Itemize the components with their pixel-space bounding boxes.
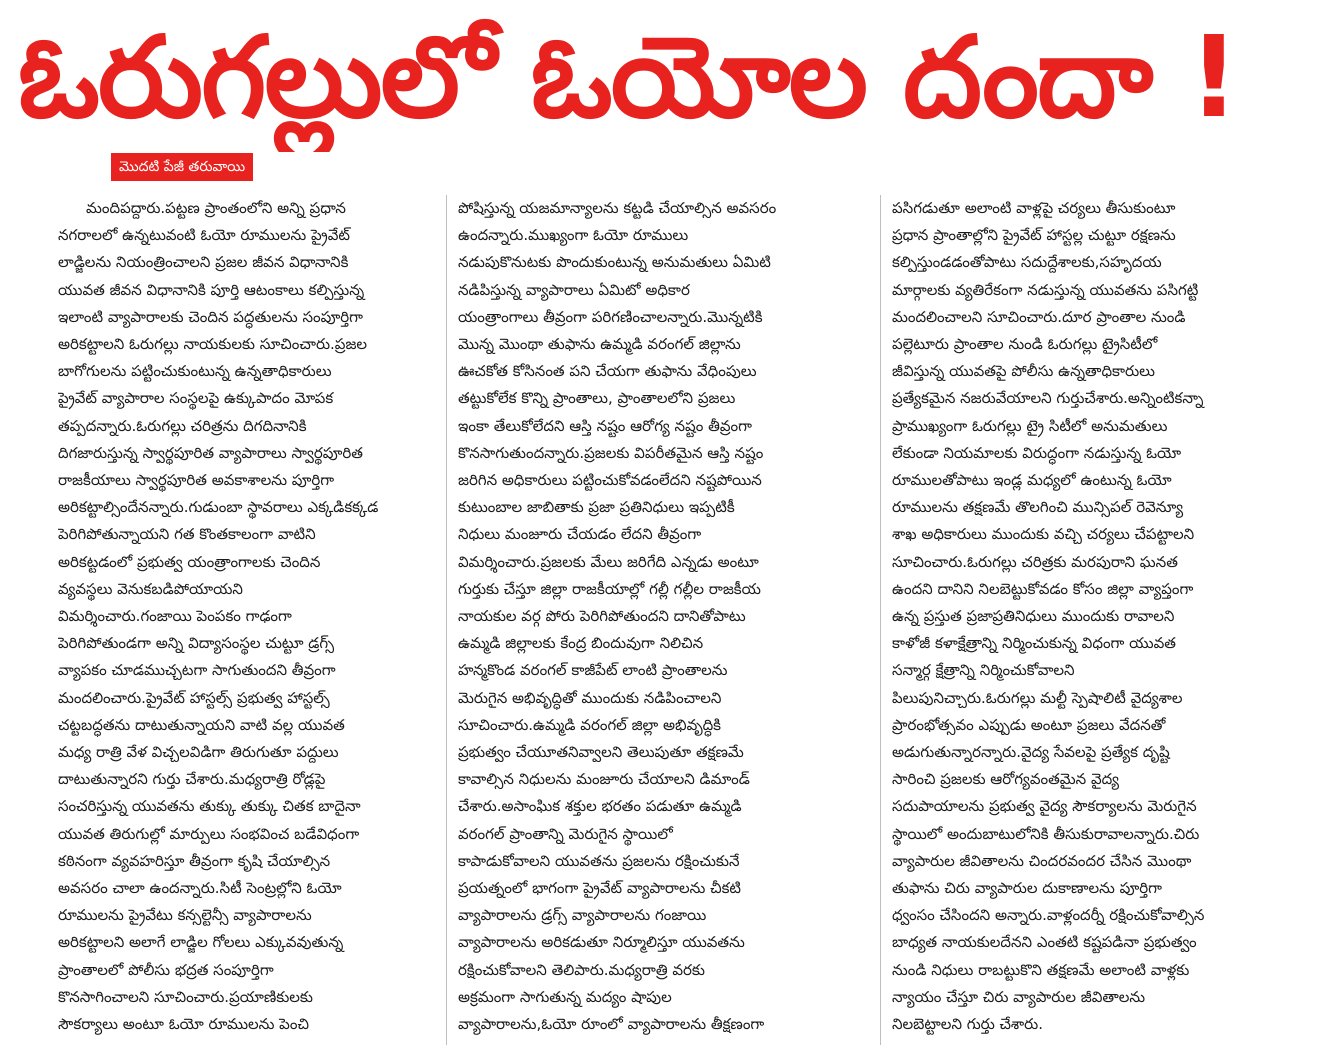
article-line: ప్రభుత్వం చేయూతనివ్వాలని తెలుపుతూ తక్షణమే bbox=[458, 743, 744, 762]
article-line: మందలించారు.ప్రైవేట్ హాస్టల్స్ ప్రభుత్వ హాస్టల్స్ bbox=[58, 688, 330, 707]
article-line: విమర్శించారు.గంజాయి పెంపకం గాఢంగా bbox=[58, 607, 292, 626]
article-line: ధ్వంసం చేసిందని అన్నారు.వాళ్లందర్నీ రక్షించుకోవాల్సిన bbox=[892, 906, 1205, 925]
article-line: హన్మకొండ వరంగల్ కాజీపేట్ లాంటి ప్రాంతాలను bbox=[458, 661, 728, 680]
article-line: ప్రారంభోత్సవం ఎప్పుడు అంటూ ప్రజలు వేదనతో bbox=[892, 715, 1166, 734]
article-line: ప్రాంతాలలో పోలీసు భద్రత సంపూర్తిగా bbox=[58, 960, 274, 979]
article-line: న్యాయం చేస్తూ చిరు వ్యాపారుల జీవితాలను bbox=[892, 987, 1146, 1006]
article-line: తుఫాను చిరు వ్యాపారుల దుకాణాలను పూర్తిగా bbox=[892, 879, 1162, 898]
article-line: గుర్తుకు చేస్తూ జిల్లా రాజకీయాల్లో గల్లీ గల్లీల రాజకీయ bbox=[458, 579, 761, 598]
article-line: పెరిగిపోతుండగా అన్ని విద్యాసంస్థల చుట్టూ డ్రగ్స్ bbox=[58, 634, 335, 653]
article-line: మందిపద్దారు.పట్టణ ప్రాంతంలోని అన్ని ప్రధాన bbox=[86, 199, 346, 217]
article-line: వ్యాపారాలను అరికడుతూ నిర్మూలిస్తూ యువతను bbox=[458, 933, 745, 952]
article-column-3 bbox=[892, 195, 1304, 1045]
article-line: కుటుంబాల జాబితాకు ప్రజా ప్రతినిధులు ఇప్పటికీ bbox=[458, 498, 735, 517]
article-line: బాధ్యత నాయకులదేనని ఎంతటి కష్టపడినా ప్రభుత్వం bbox=[892, 933, 1197, 952]
article-line: ఇలాంటి వ్యాపారాలకు చెందిన పద్ధతులను సంపూర్తిగా bbox=[58, 307, 363, 326]
article-line: నిధులు మంజూరు చేయడం లేదని తీవ్రంగా bbox=[458, 525, 702, 544]
article-line: మెరుగైన అభివృద్ధితో ముందుకు నడిపించాలని bbox=[458, 688, 722, 707]
headline: ఓరుగల్లులో ఓయోల దందా ! bbox=[18, 13, 1238, 143]
article-line: యంత్రాంగాలు తీవ్రంగా పరిగణించాలన్నారు.మొన్నటికి bbox=[458, 307, 763, 326]
article-line: కాళోజీ కళాక్షేత్రాన్ని నిర్మించుకున్న విధంగా యువత bbox=[892, 634, 1176, 653]
article-line: నడిపిస్తున్న వ్యాపారాలు ఏమిటో అధికార bbox=[458, 280, 690, 299]
article-line: మందలించాలని సూచించారు.దూర ప్రాంతాల నుండి bbox=[892, 307, 1186, 326]
article-line: నడుపుకొనుటకు పొందుకుంటున్న అనుమతులు ఏమిటి bbox=[458, 253, 771, 272]
article-line: తప్పదన్నారు.ఓరుగల్లు చరిత్రను దిగదినానికి bbox=[58, 416, 307, 435]
article-line: వ్యాపారాలను డ్రగ్స్ వ్యాపారాలను గంజాయి bbox=[458, 906, 707, 925]
article-line: రక్షించుకోవాలని తెలిపారు.మధ్యరాత్రి వరకు bbox=[458, 960, 705, 979]
article-column-2 bbox=[458, 195, 870, 1045]
article-line: ప్రైవేట్ వ్యాపారాల సంస్థలపై ఉక్కుపాదం మోపక bbox=[58, 389, 334, 408]
article-line: దాటుతున్నారని గుర్తు చేశారు.మధ్యరాత్రి రోడ్లపై bbox=[58, 770, 326, 789]
article-line: అరికట్టడంలో ప్రభుత్వ యంత్రాంగాలకు చెందిన bbox=[58, 552, 321, 571]
article-line: చేశారు.అసాంఘిక శక్తుల భరతం పడుతూ ఉమ్మడి bbox=[458, 797, 742, 816]
article-line: ఉందన్నారు.ముఖ్యంగా ఓయో రూములు bbox=[458, 226, 689, 245]
article-line: ప్రయత్నంలో భాగంగా ప్రైవేట్ వ్యాపారాలను చీకటి bbox=[458, 879, 741, 898]
article-line: విమర్శించారు.ప్రజలకు మేలు జరిగేది ఎన్నడు అంటూ bbox=[458, 552, 759, 571]
article-line: అరికట్టాలని అలాగే లాడ్జిల గోలలు ఎక్కువవుతున్న bbox=[58, 933, 344, 952]
article-line: మార్గాలకు వ్యతిరేకంగా నడుస్తున్న యువతను పసిగట్టి bbox=[892, 280, 1199, 299]
article-line: ఉన్న ప్రస్తుత ప్రజాప్రతినిధులు ముందుకు రావాలని bbox=[892, 607, 1175, 626]
article-line: రూములను తక్షణమే తొలగించి మున్సిపల్ రెవెన్యూ bbox=[892, 498, 1184, 517]
article-line: లాడ్జిలను నియంత్రించాలని ప్రజల జీవన విధానానికి bbox=[58, 253, 349, 272]
article-line: సూచించారు.ఉమ్మడి వరంగల్ జిల్లా అభివృద్ధికి bbox=[458, 715, 722, 734]
article-line: అడుగుతున్నారన్నారు.వైద్య సేవలపై ప్రత్యేక దృష్టి bbox=[892, 743, 1170, 762]
article-line: బాగోగులను పట్టించుకుంటున్న ఉన్నతాధికారులు bbox=[58, 362, 332, 381]
article-line: నుండి నిధులు రాబట్టుకొని తక్షణమే అలాంటి వాళ్లకు bbox=[892, 960, 1190, 979]
article-line: సదుపాయాలను ప్రభుత్వ వైద్య సౌకర్యాలను మెరుగైన bbox=[892, 797, 1197, 816]
article-line: అవసరం చాలా ఉందన్నారు.సిటీ సెంట్రల్లోని ఓయో bbox=[58, 879, 342, 898]
article-line: ప్రత్యేకమైన నజరువేయాలని గుర్తుచేశారు.అన్నింటికన్నా bbox=[892, 389, 1204, 408]
article-line: నిలబెట్టాలని గుర్తు చేశారు. bbox=[892, 1015, 1044, 1034]
article-line: ఇంకా తేలుకోలేదని ఆస్తి నష్టం ఆరోగ్య నష్టం తీవ్రంగా bbox=[458, 416, 752, 435]
article-line: అక్రమంగా సాగుతున్న మద్యం షాపుల bbox=[458, 987, 672, 1006]
article-line: కల్పిస్తుండడంతోపాటు సదుద్దేశాలకు,సహృదయ bbox=[892, 253, 1162, 272]
article-line: పోషిస్తున్న యజమాన్యాలను కట్టడి చేయాల్సిన అవసరం bbox=[458, 199, 777, 217]
article-line: మొన్న మొంథా తుఫాను ఉమ్మడి వరంగల్ జిల్లాను bbox=[458, 335, 741, 354]
article-line: అరికట్టాల్సిందేనన్నారు.గుడుంబా స్థావరాలు ఎక్కడికక్కడ bbox=[58, 498, 379, 517]
article-line: కఠినంగా వ్యవహరిస్తూ తీవ్రంగా కృషి చేయాల్సిన bbox=[58, 851, 331, 870]
article-line: పిలుపునిచ్చారు.ఓరుగల్లు మల్టీ స్పెషాలిటీ వైద్యశాల bbox=[892, 688, 1183, 707]
article-line: వ్యాపారాలను,ఓయో రూంలో వ్యాపారాలను తీక్షణంగా bbox=[458, 1015, 765, 1034]
article-line: ప్రాముఖ్యంగా ఓరుగల్లు ట్రై సిటీలో అనుమతులు bbox=[892, 416, 1168, 435]
article-line: సన్మార్గ క్షేత్రాన్ని నిర్మించుకోవాలని bbox=[892, 661, 1075, 680]
article-line: మధ్య రాత్రి వేళ విచ్చలవిడిగా తిరుగుతూ పద్దులు bbox=[58, 743, 339, 762]
article-line: కొనసాగించాలని సూచించారు.ప్రయాణికులకు bbox=[58, 987, 313, 1006]
article-line: పసిగడుతూ అలాంటి వాళ్లపై చర్యలు తీసుకుంటూ bbox=[892, 199, 1176, 217]
article-line: పెరిగిపోతున్నాయని గత కొంతకాలంగా వాటిని bbox=[58, 525, 316, 544]
article-line: పల్లెటూరు ప్రాంతాల నుండి ఓరుగల్లు ట్రైసిటీలో bbox=[892, 335, 1158, 354]
article-line: సౌకర్యాలు అంటూ ఓయో రూములను పెంచి bbox=[58, 1015, 309, 1034]
article-line: సంచరిస్తున్న యువతను తుక్కు తుక్కు చితక బాదైనా bbox=[58, 797, 361, 816]
article-line: అరికట్టాలని ఓరుగల్లు నాయకులకు సూచించారు.ప్రజల bbox=[58, 335, 368, 354]
article-line: వ్యాపకం చూడముచ్చటగా సాగుతుందని తీవ్రంగా bbox=[58, 661, 336, 680]
column-divider bbox=[880, 195, 881, 1045]
article-line: యువత జీవన విధానానికి పూర్తి ఆటంకాలు కల్పిస్తున్న bbox=[58, 280, 365, 299]
article-line: దిగజారుస్తున్న స్వార్థపూరిత వ్యాపారాలు స్వార్థపూరిత bbox=[58, 443, 363, 462]
article-line: ఉమ్మడి జిల్లాలకు కేంద్ర బిందువుగా నిలిచిన bbox=[458, 634, 704, 653]
article-line: కావాల్సిన నిధులను మంజూరు చేయాలని డిమాండ్ bbox=[458, 770, 750, 789]
article-line: నాయకుల వర్గ పోరు పెరిగిపోతుందని దానితోపాటు bbox=[458, 607, 746, 626]
article-line: స్థాయిలో అందుబాటులోనికి తీసుకురావాలన్నారు.చిరు bbox=[892, 824, 1200, 843]
article-column-1 bbox=[58, 195, 470, 1045]
article-line: వ్యవస్థలు వెనుకబడిపోయాయని bbox=[58, 579, 243, 598]
article-line: రూములను ప్రైవేటు కన్సల్టెన్సీ వ్యాపారాలను bbox=[58, 906, 312, 925]
continued-from-front-page-tag: మొదటి పేజీ తరువాయి bbox=[111, 153, 253, 181]
article-line: వరంగల్ ప్రాంతాన్ని మెరుగైన స్థాయిలో bbox=[458, 824, 673, 843]
article-line: చట్టబద్ధతను దాటుతున్నాయని వాటి వల్ల యువత bbox=[58, 715, 345, 734]
article-line: జరిగిన అధికారులు పట్టించుకోవడంలేదని నష్టపోయిన bbox=[458, 471, 762, 490]
article-line: లేకుండా నియమాలకు విరుద్ధంగా నడుస్తున్న ఓయో bbox=[892, 443, 1182, 462]
article-line: ఊచకోత కోసినంత పని చేయగా తుఫాను వేధింపులు bbox=[458, 362, 757, 381]
article-line: నగరాలలో ఉన్నటువంటి ఓయో రూములను ప్రైవేట్ bbox=[58, 226, 350, 245]
article-line: రాజకీయాలు స్వార్థపూరిత అవకాశాలను పూర్తిగా bbox=[58, 471, 335, 490]
article-line: రూములతోపాటు ఇండ్ల మధ్యలో ఉంటున్న ఓయో bbox=[892, 471, 1172, 490]
article-line: ఉందని దానిని నిలబెట్టుకోవడం కోసం జిల్లా వ్యాప్తంగా bbox=[892, 579, 1194, 598]
article-line: కొనసాగుతుందన్నారు.ప్రజలకు విపరీతమైన ఆస్తి నష్టం bbox=[458, 443, 764, 462]
article-line: సూచించారు.ఓరుగల్లు చరిత్రకు మరపురాని ఘనత bbox=[892, 552, 1178, 571]
article-line: సారించి ప్రజలకు ఆరోగ్యవంతమైన వైద్య bbox=[892, 770, 1119, 789]
article-line: జీవిస్తున్న యువతపై పోలీసు ఉన్నతాధికారులు bbox=[892, 362, 1155, 381]
article-line: శాఖ అధికారులు ముందుకు వచ్చి చర్యలు చేపట్టాలని bbox=[892, 525, 1195, 544]
article-line: కాపాడుకోవాలని యువతను ప్రజలను రక్షించుకునే bbox=[458, 851, 740, 870]
article-line: వ్యాపారుల జీవితాలను చిందరవందర చేసిన మొంథా bbox=[892, 851, 1192, 870]
article-line: తట్టుకోలేక కొన్ని ప్రాంతాలు, ప్రాంతాలలోని ప్రజలు bbox=[458, 389, 736, 408]
article-line: ప్రధాన ప్రాంతాల్లోని ప్రైవేట్ హాస్టల్ల చుట్టూ రక్షణను bbox=[892, 226, 1176, 245]
article-line: యువత తిరుగుల్లో మార్పులు సంభవించ బడేవిధంగా bbox=[58, 824, 360, 843]
